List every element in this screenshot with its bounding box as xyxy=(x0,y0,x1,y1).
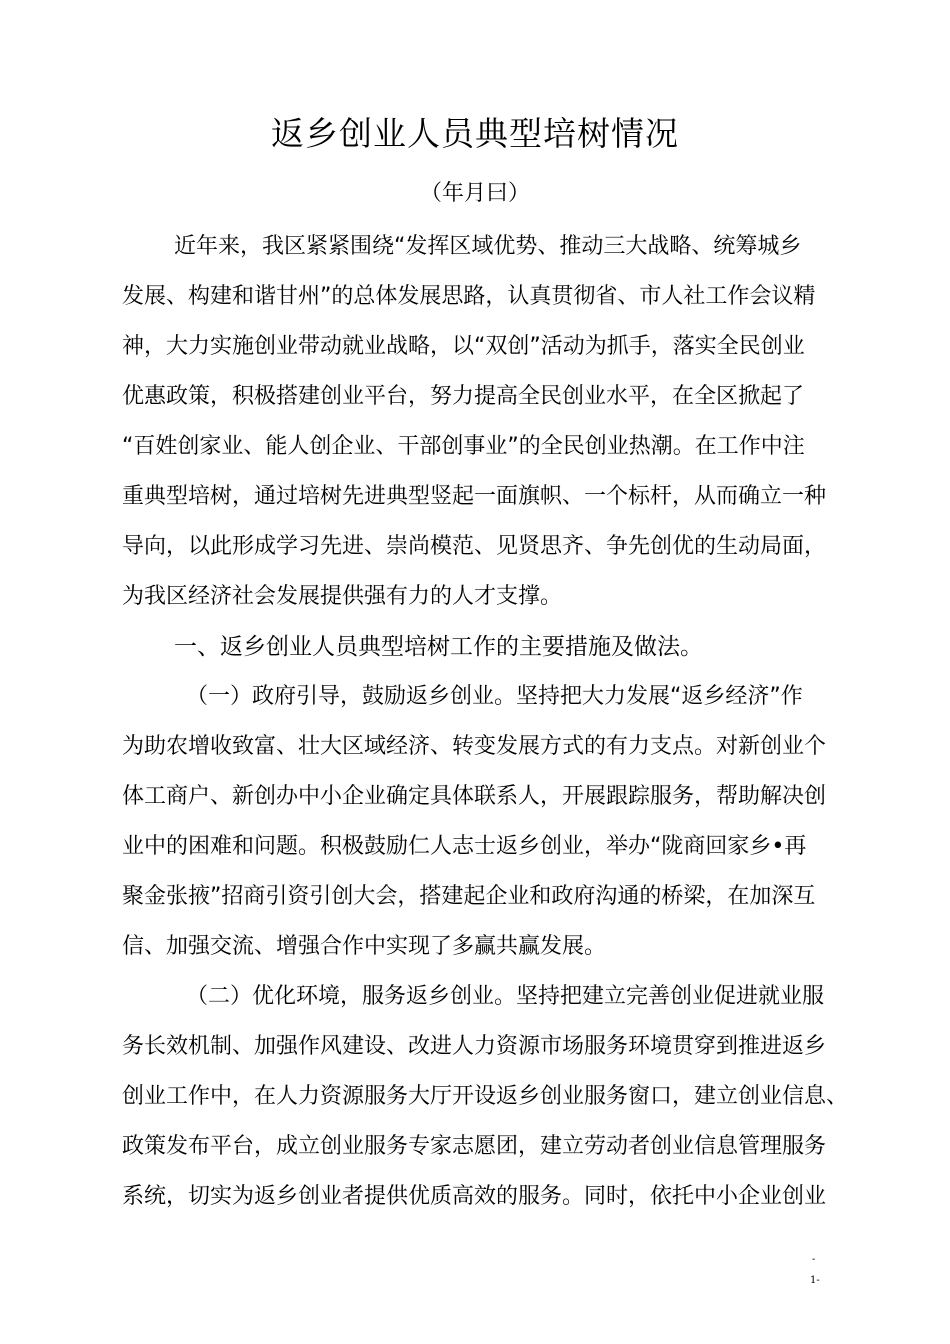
paragraph-line: 政策发布平台，成立创业服务专家志愿团，建立劳动者创业信息管理服务 xyxy=(122,1134,827,1159)
paragraph-line: （二）优化环境，服务返乡创业。坚持把建立完善创业促进就业服 xyxy=(186,984,825,1009)
page-number: 1- xyxy=(810,1275,820,1286)
paragraph-line: 重典型培树，通过培树先进典型竖起一面旗帜、一个标杆，从而确立一种 xyxy=(122,484,827,509)
paragraph-line: 聚金张掖”招商引资引创大会，搭建起企业和政府沟通的桥梁，在加深互 xyxy=(122,884,816,909)
section-heading: 一、返乡创业人员典型培树工作的主要措施及做法。 xyxy=(174,634,703,660)
paragraph-line: 务长效机制、加强作风建设、改进人力资源市场服务环境贯穿到推进返乡 xyxy=(122,1034,827,1059)
paragraph-line: （一）政府引导，鼓励返乡创业。坚持把大力发展“返乡经济”作 xyxy=(186,684,803,709)
paragraph-line: 神，大力实施创业带动就业战略，以“双创”活动为抓手，落实全民创业 xyxy=(122,334,805,359)
document-title: 返乡创业人员典型培树情况 xyxy=(271,114,679,153)
paragraph-line: “百姓创家业、能人创企业、干部创事业”的全民创业热潮。在工作中注 xyxy=(122,434,805,459)
paragraph-line: 为助农增收致富、壮大区域经济、转变发展方式的有力支点。对新创业个 xyxy=(122,734,827,759)
paragraph-line: 创业工作中，在人力资源服务大厅开设返乡创业服务窗口，建立创业信息、 xyxy=(122,1084,849,1109)
paragraph-line: 业中的困难和问题。积极鼓励仁人志士返乡创业，举办“陇商回家乡•再 xyxy=(122,834,807,859)
page-number-mark: - xyxy=(812,1254,816,1265)
paragraph-line: 优惠政策，积极搭建创业平台，努力提高全民创业水平，在全区掀起了 xyxy=(122,384,805,409)
paragraph-line: 信、加强交流、增强合作中实现了多赢共赢发展。 xyxy=(122,934,607,959)
paragraph-line: 近年来，我区紧紧围绕“发挥区域优势、推动三大战略、统筹城乡 xyxy=(174,234,802,259)
paragraph-line: 为我区经济社会发展提供强有力的人才支撑。 xyxy=(122,584,563,609)
paragraph-line: 体工商户、新创办中小企业确定具体联系人，开展跟踪服务，帮助解决创 xyxy=(122,784,827,809)
paragraph-line: 系统，切实为返乡创业者提供优质高效的服务。同时，依托中小企业创业 xyxy=(122,1184,827,1209)
paragraph-line: 导向，以此形成学习先进、崇尚模范、见贤思齐、争先创优的生动局面， xyxy=(122,534,827,559)
paragraph-line: 发展、构建和谐甘州”的总体发展思路，认真贯彻省、市人社工作会议精 xyxy=(122,284,816,309)
document-date: （年月曰） xyxy=(419,181,530,206)
